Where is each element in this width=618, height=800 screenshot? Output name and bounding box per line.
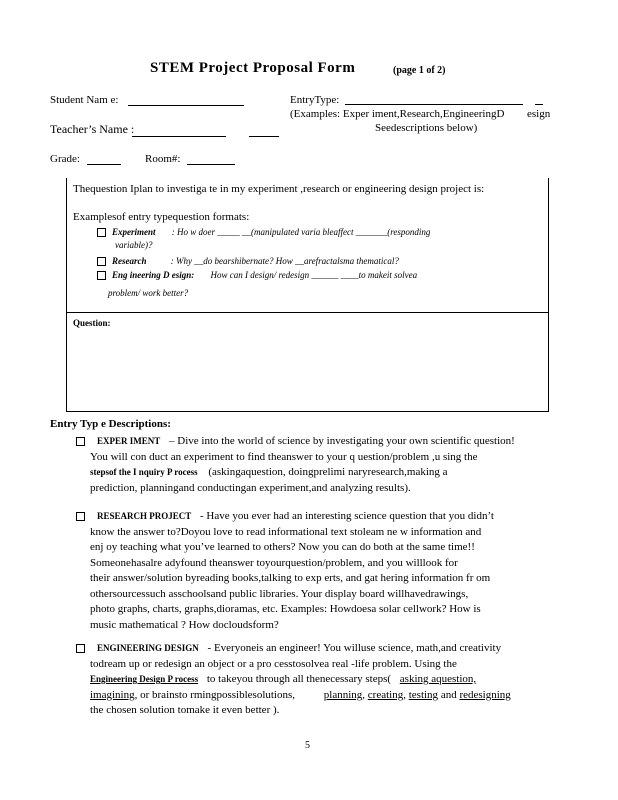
student-name-label: Student Nam e: bbox=[50, 94, 119, 106]
experiment-line3: (askingaquestion, doingprelimi naryresearch,making a bbox=[208, 466, 448, 478]
entry-type-field[interactable] bbox=[345, 104, 523, 105]
student-name-field[interactable] bbox=[128, 105, 244, 106]
engineering-planning: planning bbox=[323, 688, 363, 701]
engineering-line2: todream up or redesign an object or a pro cesstosolvea real -life problem. Using the bbox=[90, 657, 457, 670]
entry-type-examples-cont: esign bbox=[527, 108, 551, 120]
example-engineering bbox=[97, 270, 417, 280]
question-box-left-border bbox=[66, 178, 67, 412]
entry-type-label: EntryType: bbox=[290, 94, 340, 106]
grade-label: Grade: bbox=[50, 153, 80, 165]
teacher-name-field-2[interactable] bbox=[249, 136, 279, 137]
checkbox-icon bbox=[76, 644, 85, 653]
engineering-redesigning: redesigning bbox=[459, 688, 511, 701]
engineering-description: ENGINEERING DESIGN - Everyoneis an engineer! You willuse science, math,and creativity todream up or redesign an object or a pro cesstosolvea real -life problem. Using the Engineering Design P rocess to takeyou through all thenecessary steps( asking aquestion, imagining, or brainsto rmingpossiblesolutions, planning, creating, testing and redesigning the chosen solution tomake it even better ). bbox=[76, 641, 536, 719]
entry-type-see-descriptions: Seedescriptions below) bbox=[375, 122, 478, 134]
example-experiment bbox=[97, 227, 430, 237]
experiment-label: EXPER IMENT bbox=[97, 436, 161, 446]
research-line7: photo graphs, charts, graphs,dioramas, etc. Examples: Howdoesa solar cellwork? How is bbox=[90, 603, 481, 615]
research-line5: their answer/solution byreading books,talking to exp erts, and gat hering information fr om bbox=[90, 572, 491, 584]
engineering-imagining: imagining bbox=[90, 688, 135, 701]
example-research-label: Research bbox=[112, 256, 147, 266]
page-indicator: (page 1 of 2) bbox=[393, 65, 446, 76]
room-field[interactable] bbox=[187, 164, 235, 165]
descriptions-heading: Entry Typ e Descriptions: bbox=[50, 418, 171, 430]
engineering-line1: - Everyoneis an engineer! You willuse science, math,and creativity bbox=[207, 642, 502, 654]
experiment-line2: You will con duct an experiment to find theanswer to your q uestion/problem ,u sing the bbox=[90, 450, 478, 463]
page-number: 5 bbox=[305, 740, 310, 751]
research-line6: othersourcessuch asschoolsand public libraries. Your display board willhavedrawings, bbox=[90, 587, 469, 600]
engineering-creating: creating bbox=[367, 688, 404, 701]
example-experiment-label: Experiment bbox=[112, 227, 156, 237]
checkbox-icon bbox=[76, 512, 85, 521]
engineering-line5: the chosen solution tomake it even better ). bbox=[90, 704, 280, 716]
example-engineering-label: Eng ineering D esign: bbox=[112, 270, 195, 280]
research-line3: enj oy teaching what you’ve learned to others? Now you can do both at the same time!! bbox=[90, 541, 475, 553]
example-engineering-cont: problem/ work better? bbox=[108, 288, 189, 298]
experiment-line4: prediction, planningand conductingan experiment,and analyzing results). bbox=[90, 481, 411, 494]
example-experiment-cont: variable)? bbox=[115, 240, 153, 250]
checkbox-icon bbox=[97, 257, 106, 266]
experiment-description bbox=[76, 434, 536, 496]
teacher-name-label: Teacher’s Name : bbox=[50, 122, 135, 136]
grade-field[interactable] bbox=[87, 164, 121, 165]
room-label: Room#: bbox=[145, 153, 181, 165]
research-description bbox=[76, 509, 536, 633]
research-line1: - Have you ever had an interesting science question that you didn’t bbox=[200, 510, 494, 522]
teacher-name-field[interactable] bbox=[132, 136, 226, 137]
question-answer-area[interactable] bbox=[70, 330, 544, 408]
research-label: RESEARCH PROJECT bbox=[97, 511, 192, 521]
question-label: Question: bbox=[73, 318, 111, 328]
form-title: STEM Project Proposal Form bbox=[150, 60, 356, 76]
research-line2: know the answer to?Doyou love to read informational text stoleam ne w information and bbox=[90, 525, 482, 538]
entry-type-field-end bbox=[535, 104, 543, 105]
question-box-bottom-border bbox=[66, 411, 549, 412]
examples-heading: Examplesof entry typequestion formats: bbox=[73, 211, 250, 223]
checkbox-icon bbox=[76, 437, 85, 446]
engineering-design-process: Engineering Design P rocess bbox=[90, 674, 199, 684]
research-line8: music mathematical ? How docloudsform? bbox=[90, 618, 279, 631]
question-intro: Thequestion Iplan to investiga te in my experiment ,research or engineering design project is: bbox=[73, 183, 485, 195]
checkbox-icon bbox=[97, 228, 106, 237]
example-engineering-text: How can I design/ redesign ______ ____to makeit solvea bbox=[210, 270, 418, 280]
question-box-right-border bbox=[548, 178, 549, 412]
entry-type-examples: (Examples: Exper iment,Research,EngineeringD bbox=[290, 108, 505, 120]
engineering-and: and bbox=[440, 688, 457, 701]
research-line4: Someonehasalre adyfound theanswer toyourquestion/problem, and you willlook for bbox=[90, 556, 458, 569]
example-experiment-text: : Ho w doer _____ __(manipulated varia bleaffect _______(responding bbox=[171, 227, 431, 237]
experiment-line1: – Dive into the world of science by investigating your own scientific question! bbox=[169, 435, 515, 447]
question-box-divider bbox=[66, 312, 549, 313]
engineering-line3: to takeyou through all thenecessary steps( bbox=[206, 673, 392, 685]
engineering-asking: asking aquestion, bbox=[399, 673, 477, 685]
example-research-text: : Why __do bearshibernate? How __arefractalsma thematical? bbox=[170, 256, 399, 266]
engineering-label: ENGINEERING DESIGN bbox=[97, 643, 199, 653]
checkbox-icon bbox=[97, 271, 106, 280]
example-research bbox=[97, 256, 399, 266]
engineering-testing: testing bbox=[408, 688, 439, 701]
engineering-brainstorming: , or brainsto rmingpossiblesolutions, bbox=[134, 688, 296, 701]
experiment-inquiry-process: stepsof the I nquiry P rocess bbox=[90, 467, 198, 477]
